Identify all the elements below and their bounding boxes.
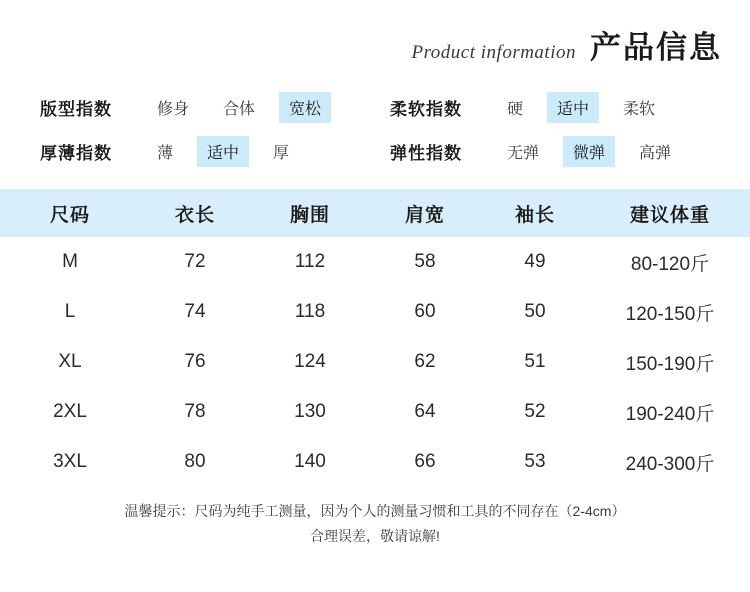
cell-size: 2XL xyxy=(53,401,87,422)
index-label-elasticity: 弹性指数 xyxy=(390,143,462,163)
table-header-sleeve: 袖长 xyxy=(514,204,555,226)
measurement-note xyxy=(0,499,750,549)
table-header-size: 尺码 xyxy=(49,204,90,226)
index-option-softness-0[interactable]: 硬 xyxy=(507,100,524,118)
index-row-1 xyxy=(40,85,716,129)
cell-size: XL xyxy=(58,351,82,372)
table-row xyxy=(0,387,750,437)
index-row-2 xyxy=(40,129,716,173)
index-option-softness-1[interactable]: 适中 xyxy=(547,92,599,123)
cell-sleeve: 49 xyxy=(524,251,546,272)
index-options-fit xyxy=(140,92,338,123)
index-options-thickness xyxy=(140,136,306,167)
index-label-thickness: 厚薄指数 xyxy=(40,143,112,163)
index-group-elasticity xyxy=(390,136,688,167)
index-option-thickness-2[interactable]: 厚 xyxy=(273,144,290,162)
cell-sleeve: 51 xyxy=(524,351,546,372)
cell-bust: 112 xyxy=(294,251,326,272)
page-title: 产品信息 xyxy=(590,30,722,65)
cell-length: 74 xyxy=(184,301,206,322)
cell-sleeve: 50 xyxy=(524,301,546,322)
index-option-fit-2[interactable]: 宽松 xyxy=(279,92,331,123)
cell-shoulder: 58 xyxy=(414,251,436,272)
cell-sleeve: 52 xyxy=(524,401,546,422)
index-label-fit: 版型指数 xyxy=(40,99,112,119)
cell-size: M xyxy=(62,251,78,272)
note-line-2: 合理误差，敬请谅解! xyxy=(310,528,440,544)
cell-weight: 80-120斤 xyxy=(630,253,710,275)
cell-weight: 120-150斤 xyxy=(625,303,715,325)
cell-weight: 150-190斤 xyxy=(625,353,715,375)
index-group-fit xyxy=(40,92,390,123)
cell-weight: 240-300斤 xyxy=(625,453,715,475)
table-row xyxy=(0,287,750,337)
cell-size: L xyxy=(64,301,76,322)
cell-sleeve: 53 xyxy=(524,451,546,472)
index-block xyxy=(0,85,750,173)
index-label-softness: 柔软指数 xyxy=(390,99,462,119)
note-line-1: 温馨提示：尺码为纯手工测量，因为个人的测量习惯和工具的不同存在（2-4cm） xyxy=(124,503,626,519)
cell-length: 80 xyxy=(184,451,206,472)
cell-bust: 118 xyxy=(294,301,326,322)
index-option-fit-1[interactable]: 合体 xyxy=(223,100,256,118)
table-row xyxy=(0,437,750,487)
table-header-weight: 建议体重 xyxy=(629,204,710,226)
table-header-row xyxy=(0,189,750,237)
cell-bust: 140 xyxy=(294,451,326,472)
table-header-length: 衣长 xyxy=(174,204,215,226)
table-header-shoulder: 肩宽 xyxy=(404,204,445,226)
header-english-title: Product information xyxy=(411,42,576,63)
table-header-bust: 胸围 xyxy=(289,204,330,226)
index-group-softness xyxy=(390,92,672,123)
index-option-thickness-1[interactable]: 适中 xyxy=(197,136,249,167)
index-option-elasticity-2[interactable]: 高弹 xyxy=(639,144,672,162)
index-option-softness-2[interactable]: 柔软 xyxy=(623,100,656,118)
cell-length: 78 xyxy=(184,401,206,422)
index-options-elasticity xyxy=(490,136,688,167)
cell-weight: 190-240斤 xyxy=(625,403,715,425)
index-group-thickness xyxy=(40,136,390,167)
index-option-elasticity-1[interactable]: 微弹 xyxy=(563,136,615,167)
table-row xyxy=(0,337,750,387)
cell-shoulder: 66 xyxy=(414,451,436,472)
index-options-softness xyxy=(490,92,672,123)
cell-bust: 130 xyxy=(294,401,326,422)
page-header xyxy=(0,0,750,67)
cell-shoulder: 62 xyxy=(414,351,436,372)
cell-shoulder: 60 xyxy=(414,301,436,322)
cell-size: 3XL xyxy=(53,451,87,472)
index-option-thickness-0[interactable]: 薄 xyxy=(157,144,174,162)
index-option-fit-0[interactable]: 修身 xyxy=(157,100,190,118)
size-table xyxy=(0,189,750,487)
table-row xyxy=(0,237,750,287)
cell-length: 72 xyxy=(184,251,206,272)
cell-bust: 124 xyxy=(294,351,326,372)
cell-shoulder: 64 xyxy=(414,401,436,422)
cell-length: 76 xyxy=(184,351,206,372)
index-option-elasticity-0[interactable]: 无弹 xyxy=(507,144,540,162)
